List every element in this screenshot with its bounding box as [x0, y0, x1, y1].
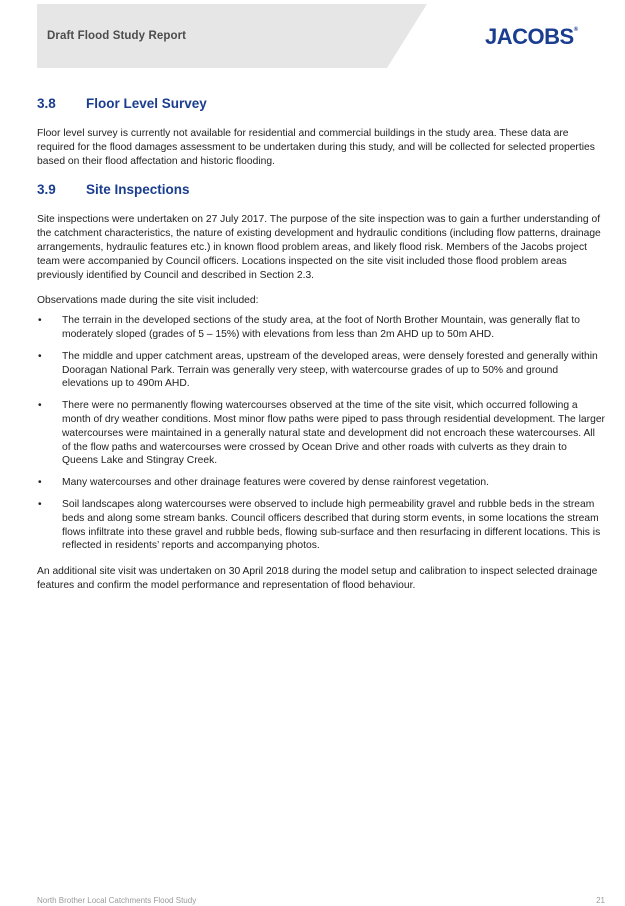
page-content [37, 96, 605, 593]
bullet-icon: • [38, 350, 42, 362]
list-item: • The middle and upper catchment areas, upstream of the developed areas, were densely forested and generally within Dooragan National Park. Terrain was generally very steep, with watercourse grades of up to 50% and ground elevations up to 490m AHD. [38, 350, 598, 390]
page-number: 21 [596, 896, 605, 905]
list-item: • Soil landscapes along watercourses were observed to include high permeability gravel and rubble beds in the stream beds and along some stream banks. Council officers described that during storm events, in some locations the stream flows infiltrate into these gravel and rubble beds, flowing sub-surface and then resurfacing in different locations. This is reflected in residents’ reports and accompanying photos. [38, 498, 601, 552]
jacobs-logo [485, 24, 578, 50]
floor-level-paragraph: Floor level survey is currently not available for residential and commercial buildings in the study area. These data are required for the flood damages assessment to be undertaken during this study, and will be collected for selected properties based on their flood affectation and historic flooding. [37, 128, 595, 167]
bullet-icon: • [38, 315, 42, 327]
list-item: • The terrain in the developed sections of the study area, at the foot of North Brother Mountain, was generally flat to moderately sloped (grades of 5 – 15%) with elevations from less than 2m AHD up to 50m AHD. [38, 315, 581, 340]
section-title: Floor Level Survey [86, 96, 207, 111]
bullet-icon: • [38, 477, 42, 489]
closing-paragraph: An additional site visit was undertaken on 30 April 2018 during the model setup and calibration to inspect selected drainage features and confirm the model performance and representation of flood behaviour. [37, 566, 598, 591]
bullet-icon: • [38, 498, 42, 510]
section-heading-floor-level-survey [37, 96, 605, 111]
list-item: • Many watercourses and other drainage features were covered by dense rainforest vegetation. [38, 477, 489, 489]
page-footer [37, 896, 605, 905]
section-number: 3.9 [37, 182, 56, 198]
section-heading-site-inspections [37, 182, 605, 197]
observations-intro: Observations made during the site visit included: [37, 295, 259, 307]
section-title: Site Inspections [86, 182, 190, 198]
registered-mark: ® [573, 27, 578, 33]
footer-title: North Brother Local Catchments Flood Study [37, 896, 197, 905]
bullet-icon: • [38, 400, 42, 412]
logo-text: JACOBS [485, 24, 574, 49]
header-title: Draft Flood Study Report [47, 30, 187, 42]
section-number: 3.8 [37, 96, 56, 111]
list-item: • There were no permanently flowing watercourses observed at the time of the site visit, which occurred following a month of dry weather conditions. Most minor flow paths were piped to pass through residential development. The larger watercourses were maintained in a generally natural state and development did not encroach these watercourses. All of the flow paths and watercourses were crossed by Ocean Drive and other roads with culverts as they drain to Queens Lake and Stingray Creek. [38, 400, 605, 467]
observations-list [37, 314, 605, 553]
site-inspection-paragraph: Site inspections were undertaken on 27 July 2017. The purpose of the site inspection was to gain a further understanding of the catchment characteristics, the nature of existing development and hydraulic conditions (including flow patterns, drainage arrangements, hydraulic features etc.) in known flood problem areas, and likely flood risk. Members of the Jacobs project team were accompanied by Council officers. Locations inspected on the site visit included those flood problem areas previously identified by Council and described in Section 2.3. [37, 214, 601, 281]
